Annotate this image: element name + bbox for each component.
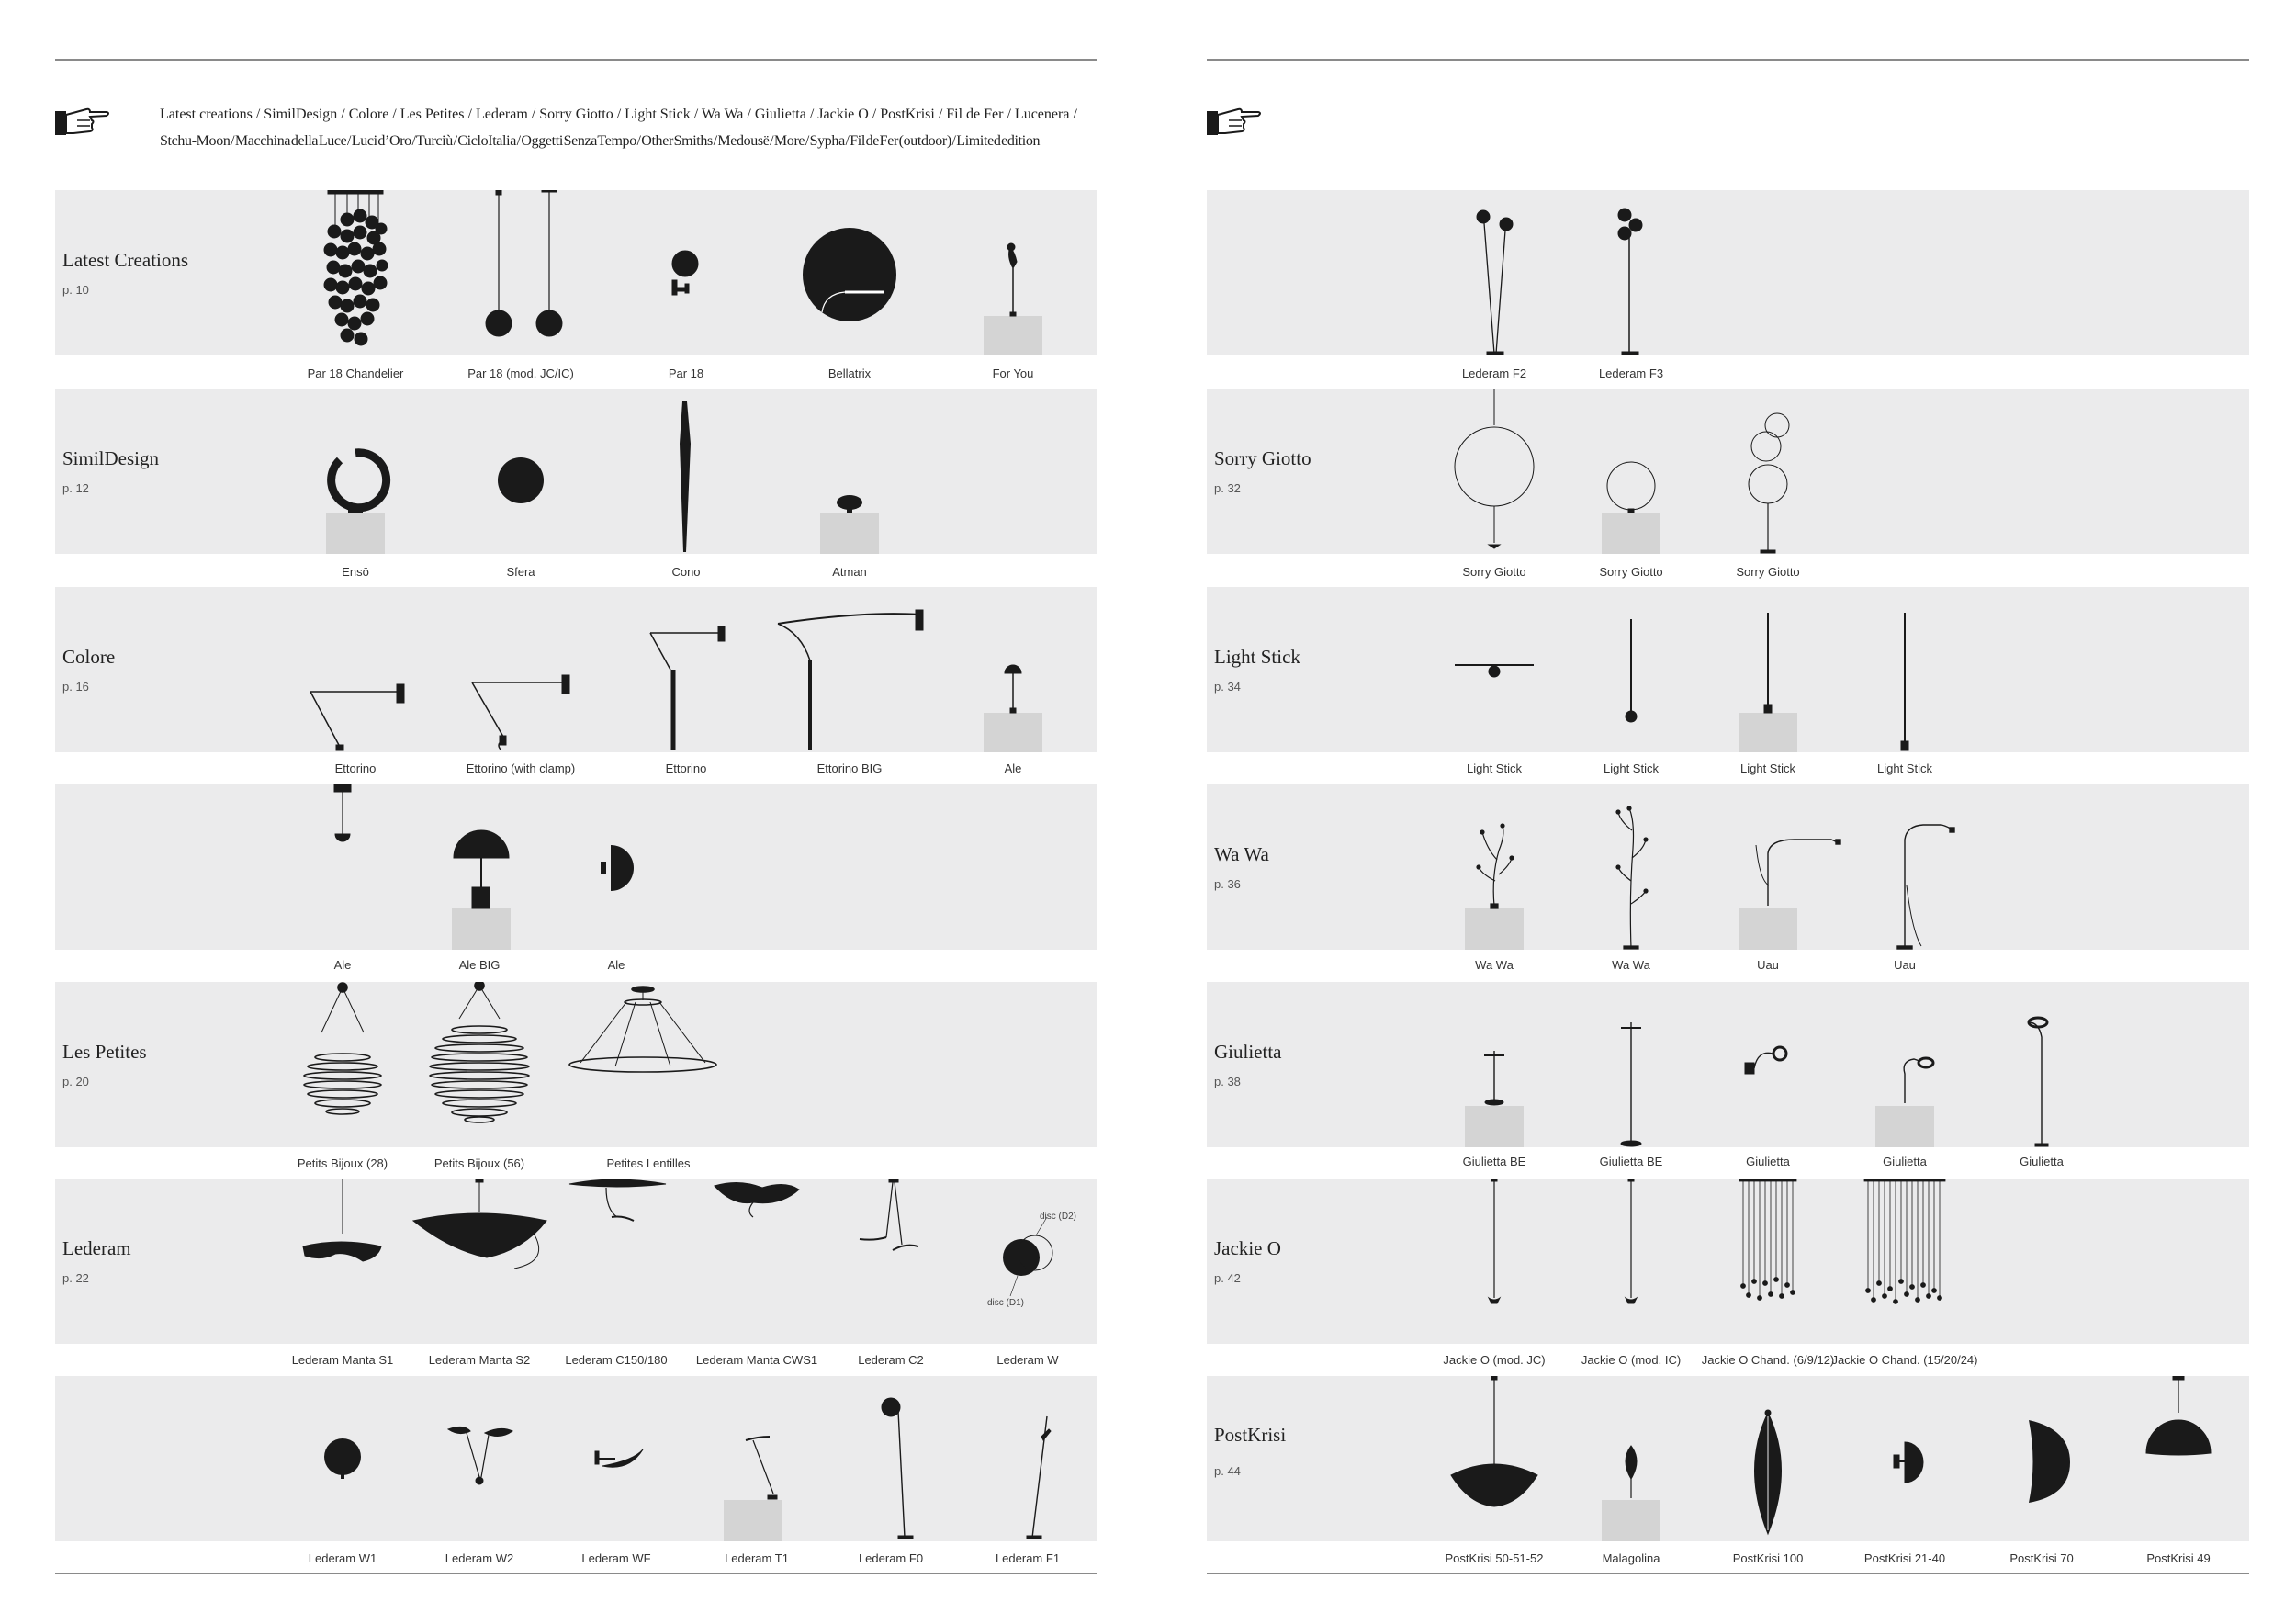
caption: Lederam F1 [995, 1551, 1061, 1565]
giulietta-floor-illustration [2029, 1018, 2048, 1146]
sorry-giotto-floor-illustration [1749, 413, 1789, 553]
caption: Ale BIG [458, 958, 501, 972]
band-les-petites [55, 982, 1097, 1147]
caption: For You [992, 367, 1034, 380]
caption: Wa Wa [1475, 958, 1514, 972]
band-lederam-continued [55, 1376, 1097, 1541]
caption: PostKrisi 49 [2146, 1551, 2211, 1565]
ettorino-floor-illustration [650, 626, 725, 750]
ettorino-illustration [310, 684, 404, 750]
lederam-manta-s1-illustration [303, 1179, 381, 1261]
caption: Atman [832, 565, 867, 579]
ale-table-illustration [984, 665, 1042, 752]
malagolina-illustration [1602, 1446, 1660, 1541]
right-page [1207, 0, 2249, 1624]
jackie-o-ic-illustration [1626, 1179, 1637, 1303]
uau-floor-illustration [1897, 825, 1954, 949]
caption: Lederam C150/180 [565, 1353, 668, 1367]
caption: Malagolina [1602, 1551, 1660, 1565]
caption: Ensō [342, 565, 369, 579]
ale-suspension-illustration [334, 784, 351, 841]
lederam-w1-illustration [324, 1438, 361, 1479]
caption: Sorry Giotto [1736, 565, 1800, 579]
caption: Jackie O (mod. JC) [1443, 1353, 1546, 1367]
lederam-f3-illustration [1618, 209, 1642, 355]
toc-line-1: Latest creations / SimilDesign / Colore / Les Petites / Lederam / Sorry Giotto / Light Stick / Wa Wa / Giulietta / Jackie O / PostKrisi / Fil de Fer / Lucenera / [160, 107, 1077, 122]
section-title: Lederam [62, 1237, 131, 1259]
pointing-hand-icon [55, 106, 110, 137]
jackie-o-chandelier-large-illustration [1864, 1179, 1945, 1304]
caption: Sorry Giotto [1599, 565, 1663, 579]
bottom-rule [55, 1573, 1097, 1574]
caption: Par 18 [668, 367, 704, 380]
section-page: p. 12 [62, 481, 89, 495]
caption: Light Stick [1740, 761, 1795, 775]
caption: Jackie O (mod. IC) [1581, 1353, 1682, 1367]
par18-pendant-illustration [486, 190, 562, 336]
petits-bijoux-56-illustration [430, 982, 529, 1122]
sorry-giotto-table-illustration [1602, 462, 1660, 554]
caption: Ale [333, 958, 352, 972]
postkrisi-70-illustration [2029, 1420, 2070, 1503]
section-title: Wa Wa [1214, 843, 1269, 865]
atman-illustration [820, 495, 879, 554]
section-page: p. 20 [62, 1075, 89, 1088]
caption: Sfera [506, 565, 535, 579]
section-title: Les Petites [62, 1041, 147, 1063]
light-stick-table-illustration [1739, 613, 1797, 752]
band-latest-creations [55, 190, 1097, 355]
section-page: p. 34 [1214, 680, 1241, 694]
caption: Lederam F0 [858, 1551, 924, 1565]
caption: Lederam W2 [445, 1551, 514, 1565]
caption: Lederam Manta S1 [291, 1353, 394, 1367]
sfera-illustration [498, 457, 544, 503]
lederam-manta-cws1-illustration [715, 1182, 799, 1217]
band-colore [55, 587, 1097, 752]
caption: Lederam WF [581, 1551, 651, 1565]
lederam-c150-illustration [569, 1179, 666, 1221]
section-page: p. 44 [1214, 1464, 1241, 1478]
section-title: Light Stick [1214, 646, 1300, 668]
caption: Uau [1757, 958, 1779, 972]
section-page: p. 42 [1214, 1271, 1241, 1285]
caption: Petits Bijoux (28) [297, 1156, 388, 1170]
band-light-stick [1207, 587, 2249, 752]
section-title: Colore [62, 646, 116, 668]
band-wa-wa [1207, 784, 2249, 950]
giulietta-wall-illustration [1745, 1047, 1786, 1074]
section-title: Sorry Giotto [1214, 447, 1311, 469]
ale-wall-illustration [601, 845, 634, 891]
caption: PostKrisi 50-51-52 [1445, 1551, 1544, 1565]
section-title: Latest Creations [62, 249, 189, 271]
section-page: p. 32 [1214, 481, 1241, 495]
band-similidesign [55, 389, 1097, 554]
giulietta-be-table-illustration [1465, 1051, 1524, 1147]
uau-table-illustration [1739, 840, 1840, 950]
section-title: SimilDesign [62, 447, 160, 469]
giulietta-table-illustration [1875, 1058, 1934, 1147]
toc-line-2: Stchu-Moon / Macchina della Luce / Luci d’Oro / Turciù / CicloItalia / Oggetti Senza Tempo / Other Smiths / Medousë / More / Sypha / Fil de Fer (outdoor) / Limited edition [160, 133, 1041, 149]
caption: Light Stick [1467, 761, 1522, 775]
jackie-o-jc-illustration [1489, 1179, 1500, 1303]
lederam-f1-illustration [1027, 1416, 1051, 1539]
par18-chandelier-illustration [324, 190, 388, 345]
caption: Jackie O Chand. (6/9/12) [1701, 1353, 1835, 1367]
caption: Giulietta BE [1599, 1155, 1663, 1168]
caption: PostKrisi 21-40 [1863, 1551, 1946, 1565]
section-title: Jackie O [1214, 1237, 1281, 1259]
lederam-w2-illustration [448, 1427, 512, 1484]
lederam-w-illustration [1003, 1217, 1052, 1296]
ettorino-big-illustration [778, 610, 923, 750]
band-lederam-floor [1207, 190, 2249, 355]
light-stick-suspension-illustration [1626, 619, 1637, 722]
par18-wall-illustration [672, 251, 698, 295]
petites-lentilles-illustration [569, 987, 716, 1072]
caption: Ettorino [665, 761, 707, 775]
caption: Sorry Giotto [1462, 565, 1526, 579]
postkrisi-21-illustration [1894, 1442, 1923, 1483]
cono-illustration [680, 401, 691, 552]
caption: Lederam T1 [725, 1551, 789, 1565]
top-rule [55, 59, 1097, 61]
postkrisi-50-illustration [1451, 1376, 1537, 1506]
left-page [55, 0, 1097, 1624]
caption: Lederam W1 [308, 1551, 377, 1565]
caption: Lederam C2 [858, 1353, 924, 1367]
band-sorry-giotto [1207, 389, 2249, 554]
lederam-f2-illustration [1477, 210, 1513, 355]
lederam-f0-illustration [882, 1398, 913, 1539]
caption: Ettorino (with clamp) [466, 761, 576, 775]
bellatrix-illustration [803, 228, 896, 321]
jackie-o-chandelier-small-illustration [1739, 1179, 1796, 1301]
top-rule [1207, 59, 2249, 61]
band-giulietta [1207, 982, 2249, 1147]
band-lederam [55, 1179, 1097, 1344]
postkrisi-49-illustration [2146, 1376, 2211, 1455]
caption: Light Stick [1604, 761, 1659, 775]
caption: Jackie O Chand. (15/20/24) [1831, 1353, 1978, 1367]
for-you-illustration [984, 243, 1042, 355]
caption: Ale [607, 958, 625, 972]
band-postkrisi [1207, 1376, 2249, 1541]
disc-d2-annotation: disc (D2) [1040, 1212, 1077, 1222]
lederam-c2-illustration [860, 1179, 918, 1250]
caption: Wa Wa [1612, 958, 1650, 972]
pointing-hand-icon [1207, 106, 1262, 137]
enso-illustration [326, 453, 387, 554]
lederam-manta-s2-illustration [413, 1179, 546, 1269]
caption: Giulietta [1883, 1155, 1927, 1168]
caption: Lederam F3 [1598, 367, 1664, 380]
caption: Giulietta BE [1462, 1155, 1526, 1168]
caption: PostKrisi 100 [1732, 1551, 1804, 1565]
section-title: PostKrisi [1214, 1424, 1287, 1446]
disc-d1-annotation: disc (D1) [987, 1298, 1025, 1308]
section-page: p. 22 [62, 1271, 89, 1285]
band-jackie-o [1207, 1179, 2249, 1344]
caption: Lederam F2 [1461, 367, 1527, 380]
wa-wa-table-illustration [1465, 824, 1524, 950]
giulietta-be-floor-illustration [1621, 1022, 1641, 1146]
section-title: Giulietta [1214, 1041, 1282, 1063]
section-page: p. 16 [62, 680, 89, 694]
caption: Giulietta [2020, 1155, 2064, 1168]
petits-bijoux-28-illustration [304, 983, 381, 1114]
table-of-contents [160, 101, 1101, 154]
lederam-wf-illustration [595, 1449, 643, 1467]
section-page: p. 38 [1214, 1075, 1241, 1088]
caption: Ettorino BIG [816, 761, 883, 775]
postkrisi-100-illustration [1755, 1410, 1782, 1534]
caption: Lederam Manta S2 [428, 1353, 531, 1367]
caption: Par 18 Chandelier [307, 367, 404, 380]
lederam-t1-illustration [724, 1437, 782, 1541]
caption: Lederam W [996, 1353, 1059, 1367]
caption: Giulietta [1746, 1155, 1790, 1168]
sorry-giotto-suspension-illustration [1455, 389, 1534, 548]
band-ale [55, 784, 1097, 950]
caption: Bellatrix [827, 367, 872, 380]
light-stick-floor-illustration [1901, 613, 1908, 750]
bottom-rule [1207, 1573, 2249, 1574]
caption: Cono [671, 565, 701, 579]
section-page: p. 10 [62, 283, 89, 297]
wa-wa-floor-illustration [1616, 806, 1648, 949]
caption: PostKrisi 70 [2009, 1551, 2074, 1565]
caption: Light Stick [1877, 761, 1932, 775]
caption: Ale [1004, 761, 1022, 775]
ettorino-clamp-illustration [472, 675, 569, 750]
caption: Ettorino [334, 761, 377, 775]
caption: Uau [1894, 958, 1916, 972]
caption: Petites Lentilles [606, 1156, 691, 1170]
caption: Petits Bijoux (56) [433, 1156, 525, 1170]
light-stick-ceiling-illustration [1455, 665, 1534, 677]
section-page: p. 36 [1214, 877, 1241, 891]
caption: Par 18 (mod. JC/IC) [467, 367, 574, 380]
ale-big-illustration [452, 830, 511, 950]
caption: Lederam Manta CWS1 [695, 1353, 818, 1367]
